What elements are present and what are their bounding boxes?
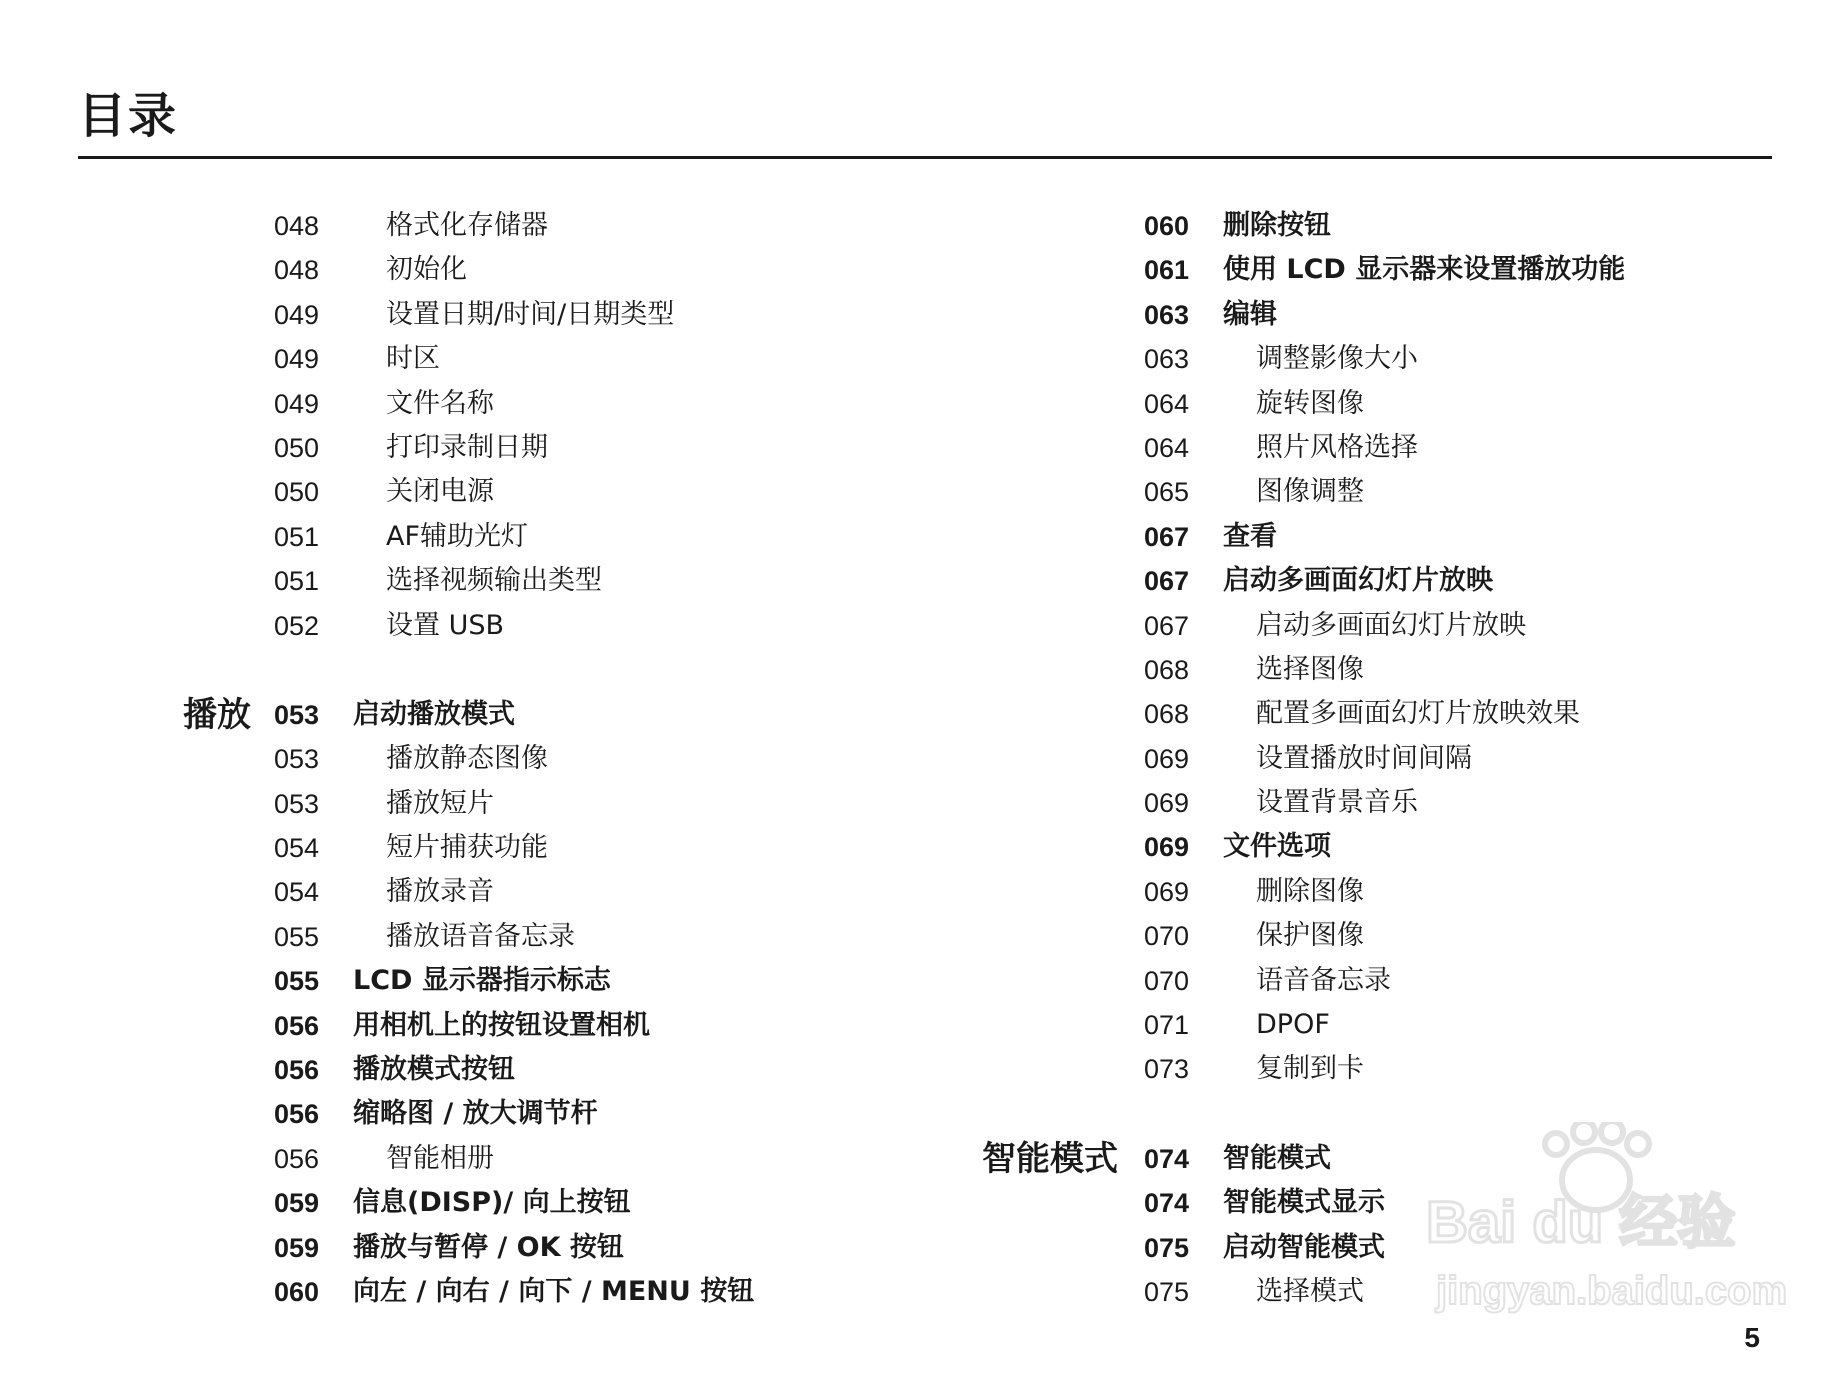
toc-entry-title: 启动播放模式 <box>353 698 515 730</box>
toc-entry-title: 文件选项 <box>1223 831 1331 863</box>
watermark-url: jingyan.baidu.com <box>1436 1269 1788 1313</box>
toc-page-number: 059 <box>274 1188 320 1219</box>
toc-page-number: 069 <box>1144 876 1190 907</box>
toc-page-number: 059 <box>274 1232 320 1263</box>
toc-page-number: 055 <box>274 921 320 952</box>
toc-entry-title: 启动智能模式 <box>1223 1231 1385 1263</box>
toc-entry-title: AF辅助光灯 <box>386 520 529 552</box>
section-heading: 智能模式 <box>982 1138 1118 1179</box>
toc-entry-title: DPOF <box>1256 1009 1330 1041</box>
toc-entry-title: 播放静态图像 <box>386 743 548 775</box>
toc-entry-title: 查看 <box>1223 520 1277 552</box>
toc-entry-title: 编辑 <box>1223 298 1277 330</box>
toc-page-number: 054 <box>274 833 320 864</box>
toc-entry-title: 缩略图 / 放大调节杆 <box>353 1098 598 1130</box>
toc-entry-title: 播放语音备忘录 <box>386 920 575 952</box>
toc-page-number: 068 <box>1144 654 1190 685</box>
toc-page-number: 075 <box>1144 1276 1190 1307</box>
section-heading: 播放 <box>183 694 251 735</box>
toc-entry-title: 初始化 <box>386 254 467 286</box>
toc-entry-title: 旋转图像 <box>1256 387 1364 419</box>
toc-page-number: 049 <box>274 299 320 330</box>
toc-page-number: 073 <box>1144 1054 1190 1085</box>
toc-page-number: 063 <box>1144 344 1190 375</box>
toc-entry-title: 删除按钮 <box>1223 210 1331 241</box>
toc-entry-title: 选择模式 <box>1256 1275 1364 1307</box>
paw-icon <box>1562 1150 1630 1210</box>
toc-page-number: 052 <box>274 610 320 641</box>
page-title: 目录 <box>78 88 179 144</box>
toc-page-number: 067 <box>1144 566 1190 597</box>
toc-page-number: 070 <box>1144 921 1190 952</box>
toc-entry-title: 选择图像 <box>1256 653 1364 685</box>
toc-entry-title: 播放录音 <box>386 876 494 908</box>
toc-page-number: 048 <box>274 255 320 286</box>
toc-page-number: 071 <box>1144 1010 1190 1041</box>
toc-entry-title: 选择视频输出类型 <box>386 565 602 597</box>
toc-page-number: 055 <box>274 966 320 997</box>
toc-page-number: 069 <box>1144 743 1190 774</box>
toc-entry-title: 设置日期/时间/日期类型 <box>386 298 675 330</box>
toc-entry-title: 调整影像大小 <box>1256 343 1418 375</box>
toc-entry-title: 信息(DISP)/ 向上按钮 <box>353 1187 631 1219</box>
toc-page-number: 050 <box>274 477 320 508</box>
toc-page-number: 060 <box>274 1276 320 1307</box>
toc-entry-title: 语音备忘录 <box>1256 964 1391 996</box>
toc-page-number: 056 <box>274 1099 320 1130</box>
toc-entry-title: 设置背景音乐 <box>1256 787 1418 819</box>
toc-entry-title: 智能模式显示 <box>1223 1187 1385 1219</box>
toc-page-number: 053 <box>274 744 320 775</box>
toc-entry-title: 格式化存储器 <box>386 210 548 241</box>
toc-page-number: 064 <box>1144 432 1190 463</box>
toc-entry-title: 时区 <box>386 343 440 375</box>
toc-entry-title: 使用 LCD 显示器来设置播放功能 <box>1223 254 1626 286</box>
toc-page-number: 049 <box>274 388 320 419</box>
watermark-brand: Bai du 经验 <box>1426 1190 1736 1255</box>
toc-page-number: 054 <box>274 877 320 908</box>
toc-page-number: 056 <box>274 1010 320 1041</box>
toc-page-number: 074 <box>1144 1188 1190 1219</box>
toc-entry-title: 保护图像 <box>1256 920 1364 952</box>
toc-page-number: 075 <box>1144 1232 1190 1263</box>
toc-page-number: 048 <box>274 211 320 241</box>
toc-entry-title: 设置 USB <box>386 609 505 641</box>
toc-entry-title: 用相机上的按钮设置相机 <box>353 1009 650 1041</box>
toc-entry-title: 图像调整 <box>1256 476 1364 508</box>
toc-page-number: 069 <box>1144 788 1190 819</box>
toc-page-number: 067 <box>1144 521 1190 552</box>
toc-entry-title: 播放与暂停 / OK 按钮 <box>353 1231 624 1263</box>
toc-entry-title: 关闭电源 <box>386 476 494 508</box>
toc-page-number: 070 <box>1144 965 1190 996</box>
toc-entry-title: 复制到卡 <box>1256 1053 1364 1085</box>
toc-entry-title: 删除图像 <box>1256 875 1364 907</box>
toc-entry-title: LCD 显示器指示标志 <box>353 965 611 997</box>
title-divider <box>78 156 1772 159</box>
toc-page-number: 056 <box>274 1143 320 1174</box>
baidu-jingyan-watermark <box>1416 1122 1796 1332</box>
toc-entry-title: 文件名称 <box>386 387 494 419</box>
toc-entry-title: 智能模式 <box>1223 1142 1331 1174</box>
toc-entry-title: 智能相册 <box>386 1142 494 1174</box>
toc-page-number: 069 <box>1144 832 1190 863</box>
toc-page-number: 051 <box>274 566 320 597</box>
toc-entry-title: 启动多画面幻灯片放映 <box>1256 609 1526 641</box>
toc-page-number: 050 <box>274 432 320 463</box>
toc-entry-title: 向左 / 向右 / 向下 / MENU 按钮 <box>353 1275 755 1307</box>
toc-page-number: 064 <box>1144 388 1190 419</box>
toc-page-number: 049 <box>274 344 320 375</box>
toc-page-number: 061 <box>1144 255 1190 286</box>
toc-entry-title: 短片捕获功能 <box>386 832 548 864</box>
toc-page-number: 068 <box>1144 699 1190 730</box>
toc-entry-title: 设置播放时间间隔 <box>1256 742 1472 774</box>
toc-entry-title: 照片风格选择 <box>1256 431 1418 463</box>
toc-entry-title: 配置多画面幻灯片放映效果 <box>1256 698 1580 730</box>
toc-page-number: 056 <box>274 1055 320 1086</box>
toc-entry-title: 播放模式按钮 <box>353 1054 515 1086</box>
toc-page-number: 053 <box>274 699 320 730</box>
toc-page-number: 067 <box>1144 610 1190 641</box>
toc-entry-title: 启动多画面幻灯片放映 <box>1223 565 1493 597</box>
toc-entry-title: 播放短片 <box>386 787 494 819</box>
page-number: 5 <box>1744 1322 1760 1353</box>
toc-page-number: 065 <box>1144 477 1190 508</box>
toc-page-number: 063 <box>1144 299 1190 330</box>
toc-entry-title: 打印录制日期 <box>386 431 548 463</box>
toc-page-number: 060 <box>1144 211 1190 241</box>
toc-page-number: 051 <box>274 521 320 552</box>
toc-page-number: 074 <box>1144 1143 1190 1174</box>
toc-page-number: 053 <box>274 788 320 819</box>
